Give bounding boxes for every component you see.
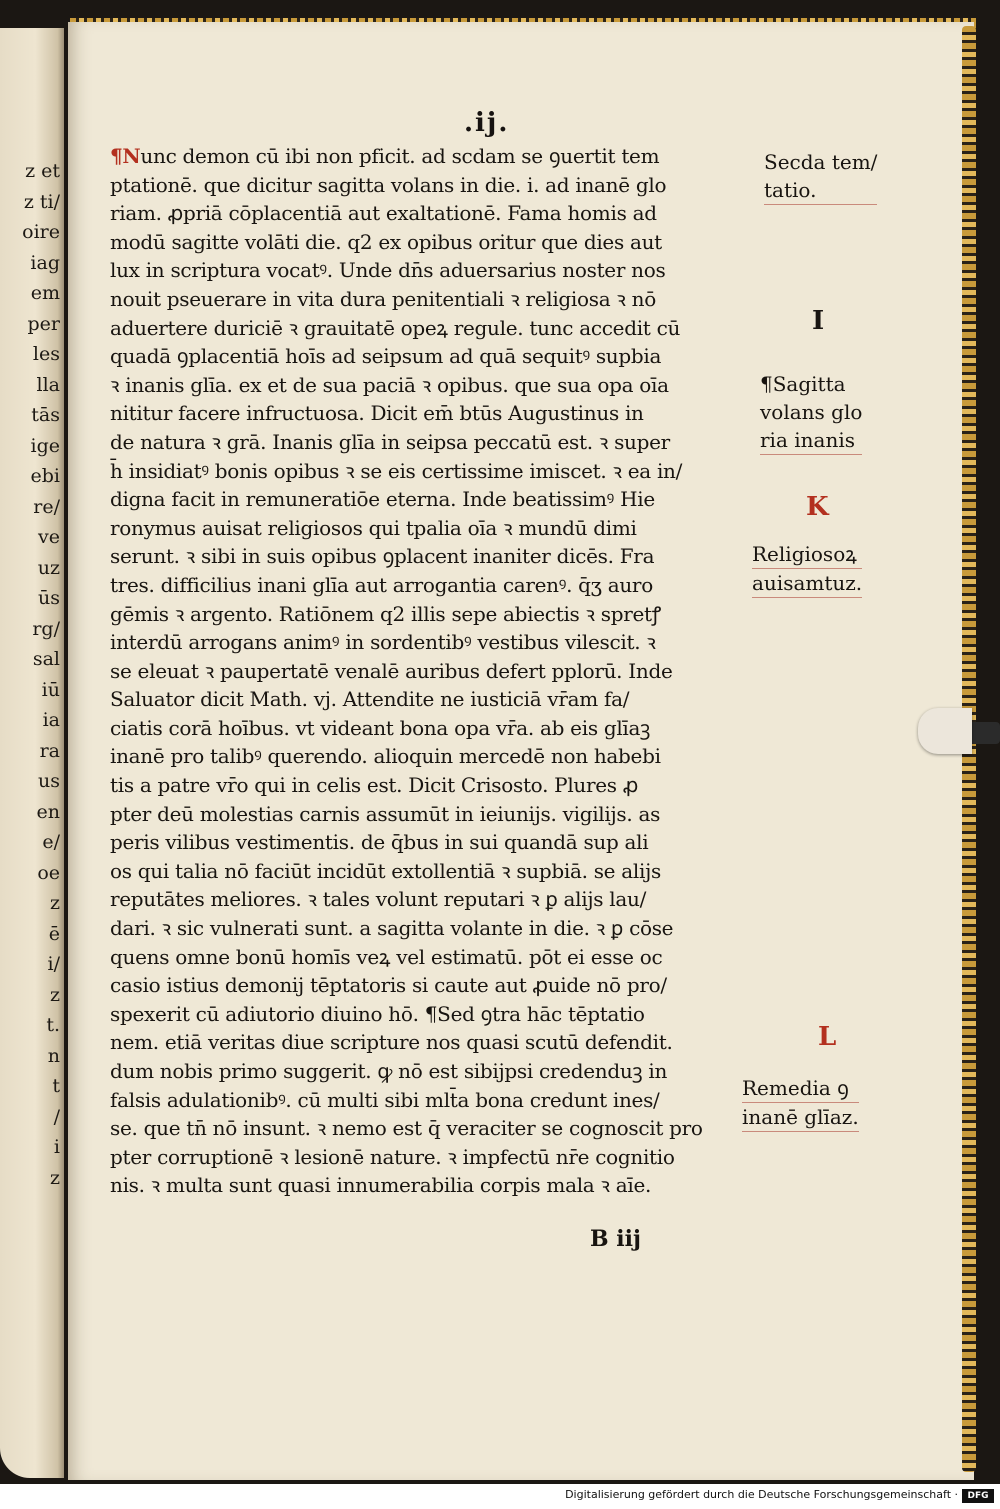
text-line-content: se eleuat ꝛ paupertatē venalē auribus defert pplorū. Inde xyxy=(110,658,673,683)
text-line-content: se. que tn̄ nō insunt. ꝛ nemo est q̄ veraciter se cognoscit pro xyxy=(110,1116,703,1141)
left-page-line: n xyxy=(47,1044,60,1067)
margin-letter-l: L xyxy=(818,1022,837,1052)
text-line-content: tis a patre vr̄o qui in celis est. Dicit Crisosto. Plures ꝓ xyxy=(110,773,639,798)
left-page-line: e/ xyxy=(42,831,60,853)
text-line xyxy=(110,228,750,257)
text-line-content: dari. ꝛ sic vulnerati sunt. a sagitta volante in die. ꝛ ꝑ cōse xyxy=(110,916,674,941)
text-line xyxy=(110,428,750,457)
left-page-text xyxy=(0,28,64,1478)
text-line xyxy=(110,571,750,600)
text-line-content: ptationē. que dicitur sagitta volans in die. i. ad inanē glo xyxy=(110,172,667,197)
left-page-line: z xyxy=(49,892,60,914)
margin-note-line: tatio. xyxy=(764,176,877,205)
margin-note-line: Remedia ꝯ xyxy=(742,1074,859,1103)
text-line-content: dum nobis primo suggerit. ꝙ nō est sibijpsi credenduꝫ in xyxy=(110,1059,668,1083)
text-line xyxy=(110,171,750,200)
text-line-content: tres. difficilius inani glīa aut arrogantia carenꝰ. q̄ʒ auro xyxy=(110,572,653,597)
main-text-block xyxy=(110,142,750,1200)
left-facing-page xyxy=(0,28,64,1478)
text-line-content: spexerit cū adiutorio diuino hō. ¶Sed ꝯtra hāc tēptatio xyxy=(110,1001,645,1026)
text-line-content: nouit pseuerare in vita dura penitentiali ꝛ religiosa ꝛ nō xyxy=(110,286,656,311)
left-page-line: em xyxy=(30,282,60,304)
left-page-line: z et xyxy=(25,160,60,182)
text-line xyxy=(110,885,750,914)
left-page-line: lla xyxy=(36,373,60,396)
text-line xyxy=(110,371,750,400)
text-line xyxy=(110,1028,750,1057)
left-page-line: ia xyxy=(42,709,60,731)
left-page-line: per xyxy=(27,312,60,335)
text-line xyxy=(110,685,750,714)
text-line-content: riam. ꝓpriā cōplacentiā aut exaltationē. Fama homis ad xyxy=(110,201,657,226)
text-line xyxy=(110,342,750,371)
text-line-content: interdū arrogans animꝰ in sordentibꝰ vestibus vilescit. ꝛ xyxy=(110,630,656,655)
left-page-line: z xyxy=(49,983,60,1006)
text-line xyxy=(110,971,750,1000)
text-line xyxy=(110,199,750,228)
margin-note-line: volans glo xyxy=(760,400,863,424)
text-line xyxy=(110,657,750,686)
text-line xyxy=(110,1143,750,1172)
margin-note-line: Religiosoꝝ xyxy=(752,540,862,569)
footer-bar xyxy=(0,1484,1000,1509)
left-page-line: iag xyxy=(30,251,60,274)
text-line xyxy=(110,1000,750,1029)
text-line xyxy=(110,1171,750,1200)
left-page-line: ē xyxy=(48,922,60,945)
left-page-line: re/ xyxy=(33,495,60,518)
text-line-content: gēmis ꝛ argento. Ratiōnem q2 illis sepe abiectis ꝛ spretꝭ xyxy=(110,601,661,626)
text-line-content: unc demon cū ibi non pficit. ad scdam se ꝯuertit tem xyxy=(140,144,660,168)
text-line-content: os qui talia nō faciūt incidūt extollentiā ꝛ supbiā. se alijs xyxy=(110,858,661,883)
text-line-content: falsis adulationibꝰ. cū multi sibi mlt̄a bona credunt ines/ xyxy=(110,1087,660,1112)
text-line-content: nititur facere infructuosa. Dicit em̄ btūs Augustinus in xyxy=(110,401,644,426)
text-line xyxy=(110,714,750,743)
left-page-line: uz xyxy=(37,556,60,579)
page-clip-icon xyxy=(918,708,972,754)
margin-note-line: inanē glīaz. xyxy=(742,1103,859,1132)
margin-note-line: Secda tem/ xyxy=(764,150,878,174)
text-line xyxy=(110,628,750,657)
text-line-content: nem. etiā veritas diue scripture nos quasi scutū defendit. xyxy=(110,1030,673,1055)
left-page-line: les xyxy=(32,343,60,365)
left-page-line: t. xyxy=(46,1014,60,1036)
margin-note-line: ¶Sagitta xyxy=(760,372,846,396)
text-line-content: pter corruptionē ꝛ lesionē nature. ꝛ impfectū nr̄e cognitio xyxy=(110,1144,675,1169)
left-page-line: t xyxy=(52,1075,60,1097)
left-page-line: iū xyxy=(41,678,60,701)
left-page-line: tās xyxy=(31,404,60,426)
left-page-line: ebi xyxy=(30,465,60,487)
text-line xyxy=(110,399,750,428)
left-page-line: ra xyxy=(39,739,60,762)
text-line-content: modū sagitte volāti die. q2 ex opibus oritur que dies aut xyxy=(110,229,662,254)
left-page-line: z xyxy=(49,1166,60,1189)
text-line-content: inanē pro talibꝰ querendo. alioquin mercedē non habebi xyxy=(110,744,661,769)
text-line xyxy=(110,1114,750,1143)
margin-note-sagitta xyxy=(760,370,862,455)
text-line xyxy=(110,857,750,886)
margin-note-line: auisamtuz. xyxy=(752,569,862,598)
text-line xyxy=(110,1086,750,1115)
rubricated-initial: ¶N xyxy=(110,144,141,168)
left-page-line: ve xyxy=(38,526,60,548)
left-page-line: i/ xyxy=(47,953,60,975)
text-line-content: quens omne bonū homīs veꝝ vel estimatū. pōt ei esse oc xyxy=(110,944,663,969)
text-line xyxy=(110,828,750,857)
left-page-line: / xyxy=(53,1105,60,1128)
text-line xyxy=(110,742,750,771)
text-line-content: pter deū molestias carnis assumūt in ieiunijs. vigilijs. as xyxy=(110,801,661,826)
folio-number: .ij. xyxy=(464,108,510,138)
text-line xyxy=(110,600,750,629)
text-line-content: de natura ꝛ grā. Inanis glīa in seipsa peccatū est. ꝛ super xyxy=(110,429,670,454)
margin-note-religiosorum xyxy=(752,540,862,598)
text-line xyxy=(110,485,750,514)
funding-credit: Digitalisierung gefördert durch die Deutsche Forschungsgemeinschaft · xyxy=(565,1488,958,1501)
text-line xyxy=(110,542,750,571)
text-line-content: digna facit in remuneratiōe eterna. Inde beatissimꝰ Hie xyxy=(110,487,655,512)
text-line-content: aduertere duriciē ꝛ grauitatē opeꝝ regule. tunc accedit cū xyxy=(110,315,681,340)
left-page-line: rg/ xyxy=(32,617,60,640)
margin-letter-i: I xyxy=(812,306,825,336)
text-line-content: peris vilibus vestimentis. de q̄bus in sui quandā sup ali xyxy=(110,830,649,855)
left-page-line: us xyxy=(38,770,60,792)
text-line xyxy=(110,914,750,943)
signature-mark: B iij xyxy=(590,1226,641,1252)
margin-letter-k: K xyxy=(806,492,829,522)
left-page-line: ūs xyxy=(38,587,60,609)
text-line xyxy=(110,142,750,171)
margin-note-secunda-temptatio xyxy=(764,148,877,205)
left-page-line: z ti/ xyxy=(23,190,60,213)
margin-note-line: ria inanis xyxy=(760,426,862,455)
text-line xyxy=(110,1057,750,1086)
text-line-content: ronymus auisat religiosos qui tpalia oīa ꝛ mundū dimi xyxy=(110,515,637,540)
text-line xyxy=(110,514,750,543)
margin-note-remedia xyxy=(742,1074,859,1132)
left-page-line: i xyxy=(53,1136,60,1158)
dfg-logo: DFG xyxy=(962,1489,994,1503)
text-line-content: quadā ꝯplacentiā hoīs ad seipsum ad quā sequitꝰ supbia xyxy=(110,344,662,369)
text-line xyxy=(110,256,750,285)
text-line xyxy=(110,457,750,486)
left-page-line: en xyxy=(36,800,60,823)
text-line-content: nis. ꝛ multa sunt quasi innumerabilia corpis mala ꝛ aīe. xyxy=(110,1173,652,1198)
text-line xyxy=(110,314,750,343)
text-line-content: ꝛ inanis glīa. ex et de sua paciā ꝛ opibus. que sua opa oīa xyxy=(110,372,669,397)
text-line-content: h̄ insidiatꝰ bonis opibus ꝛ se eis certissime imiscet. ꝛ ea in/ xyxy=(110,458,683,483)
text-line-content: lux in scriptura vocatꝰ. Unde dn̄s aduersarius noster nos xyxy=(110,258,666,283)
text-line xyxy=(110,771,750,800)
left-page-line: ige xyxy=(30,434,60,457)
text-line xyxy=(110,943,750,972)
text-line-content: ciatis corā hoībus. vt videant bona opa vr̄a. ab eis glīaꝫ xyxy=(110,715,651,740)
text-line-content: reputātes meliores. ꝛ tales volunt reputari ꝛ ꝑ alijs lau/ xyxy=(110,887,647,912)
text-line-content: casio istius demonij tēptatoris si caute aut ꝓuide nō pro/ xyxy=(110,973,667,998)
left-page-line: sal xyxy=(32,648,60,670)
text-line-content: Saluator dicit Math. vj. Attendite ne iusticiā vr̄am fa/ xyxy=(110,687,630,712)
text-line-content: serunt. ꝛ sibi in suis opibus ꝯplacent inaniter dicēs. Fra xyxy=(110,544,655,569)
left-page-line: oe xyxy=(37,861,60,884)
text-line xyxy=(110,285,750,314)
text-line xyxy=(110,800,750,829)
left-page-line: oire xyxy=(22,221,60,243)
